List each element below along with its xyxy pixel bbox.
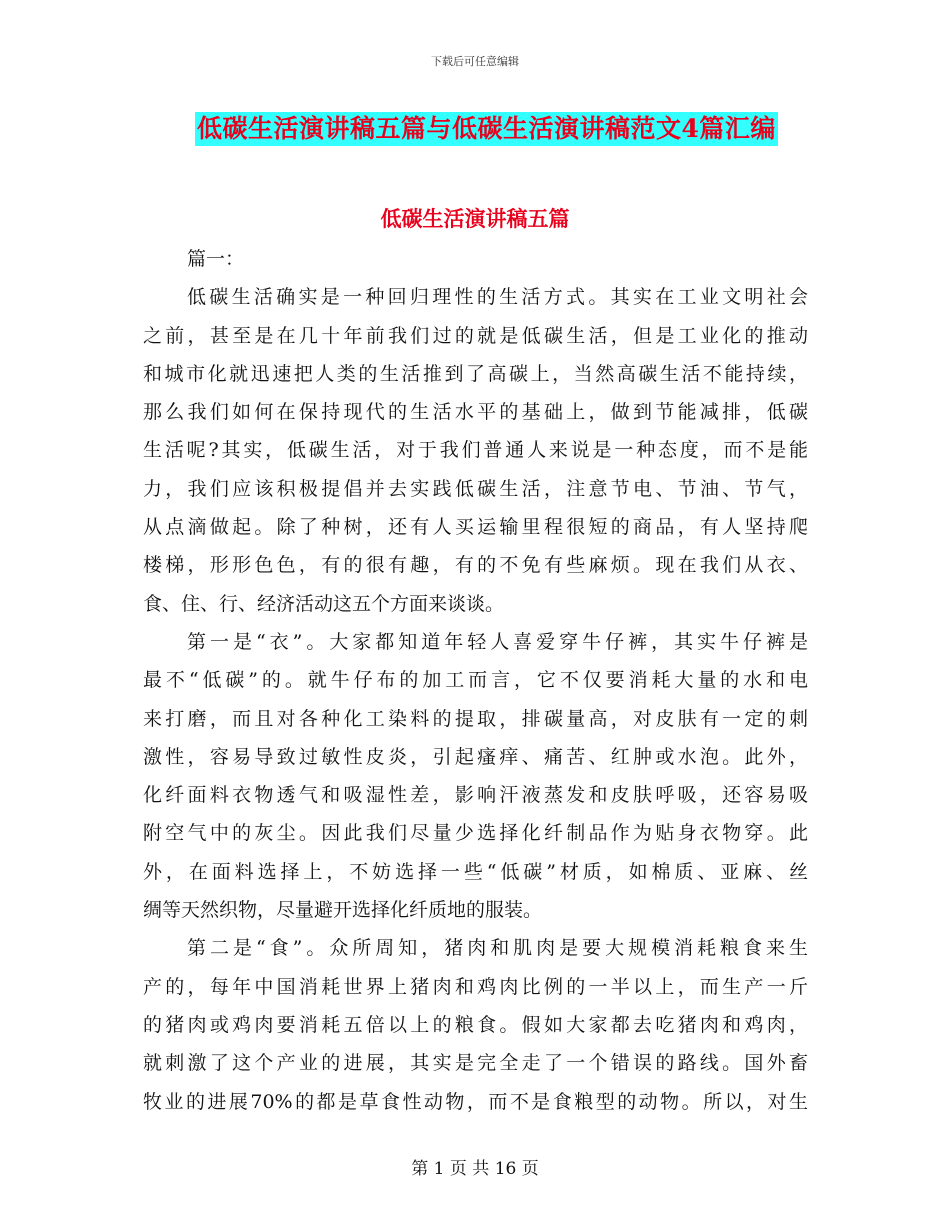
document-title: 低碳生活演讲稿五篇与低碳生活演讲稿范文4篇汇编 — [195, 112, 778, 146]
header-note: 下载后可任意编辑 — [431, 55, 519, 68]
text-line: 产的，每年中国消耗世界上猪肉和鸡肉比例的一半以上，而生产一斤 — [143, 975, 808, 998]
text-line: 食、住、行、经济活动这五个方面来谈谈。 — [143, 592, 505, 615]
footer-suffix: 页 — [521, 1159, 539, 1179]
text-line: 从点滴做起。除了种树，还有人买运输里程很短的商品，有人坚持爬 — [143, 516, 808, 539]
text-line: 牧业的进展70%的都是草食性动物，而不是食粮型的动物。所以，对生 — [143, 1090, 808, 1113]
footer-page-number: 1 — [433, 1159, 445, 1179]
text-line: 生活呢?其实，低碳生活，对于我们普通人来说是一种态度，而不是能 — [143, 439, 808, 462]
text-line: 力，我们应该积极提倡并去实践低碳生活，注意节电、节油、节气， — [143, 477, 808, 500]
footer-prefix: 第 — [411, 1159, 429, 1179]
text-line: 绸等天然织物，尽量避开选择化纤质地的服装。 — [143, 899, 543, 922]
text-line: 第二是“食”。众所周知，猪肉和肌肉是要大规模消耗粮食来生 — [187, 937, 808, 960]
text-line: 之前，甚至是在几十年前我们过的就是低碳生活，但是工业化的推动 — [143, 324, 808, 347]
text-line: 篇一： — [187, 248, 245, 270]
section-title: 低碳生活演讲稿五篇 — [380, 206, 570, 231]
footer-middle: 页 共 — [449, 1159, 490, 1179]
body-text — [143, 240, 808, 1121]
text-line: 就刺激了这个产业的进展，其实是完全走了一个错误的路线。国外畜 — [143, 1052, 808, 1075]
text-line: 化纤面料衣物透气和吸湿性差，影响汗液蒸发和皮肤呼吸，还容易吸 — [143, 784, 808, 807]
text-line: 低碳生活确实是一种回归理性的生活方式。其实在工业文明社会 — [187, 286, 808, 309]
text-line: 的猪肉或鸡肉要消耗五倍以上的粮食。假如大家都去吃猪肉和鸡肉， — [143, 1013, 808, 1036]
page-footer — [0, 1154, 950, 1179]
text-line: 和城市化就迅速把人类的生活推到了高碳上，当然高碳生活不能持续， — [143, 362, 808, 385]
text-line: 外，在面料选择上，不妨选择一些“低碳”材质，如棉质、亚麻、丝 — [143, 860, 808, 883]
text-line: 激性，容易导致过敏性皮炎，引起瘙痒、痛苦、红肿或水泡。此外， — [143, 745, 808, 768]
text-line: 楼梯，形形色色，有的很有趣，有的不免有些麻烦。现在我们从衣、 — [143, 554, 808, 577]
footer-total-pages: 16 — [494, 1159, 517, 1179]
text-line: 附空气中的灰尘。因此我们尽量少选择化纤制品作为贴身衣物穿。此 — [143, 822, 808, 845]
text-line: 第一是“衣”。大家都知道年轻人喜爱穿牛仔裤，其实牛仔裤是 — [187, 630, 808, 653]
text-line: 来打磨，而且对各种化工染料的提取，排碳量高，对皮肤有一定的刺 — [143, 707, 808, 730]
text-line: 那么我们如何在保持现代的生活水平的基础上，做到节能减排，低碳 — [143, 401, 808, 424]
text-line: 最不“低碳”的。就牛仔布的加工而言，它不仅要消耗大量的水和电 — [143, 669, 808, 692]
